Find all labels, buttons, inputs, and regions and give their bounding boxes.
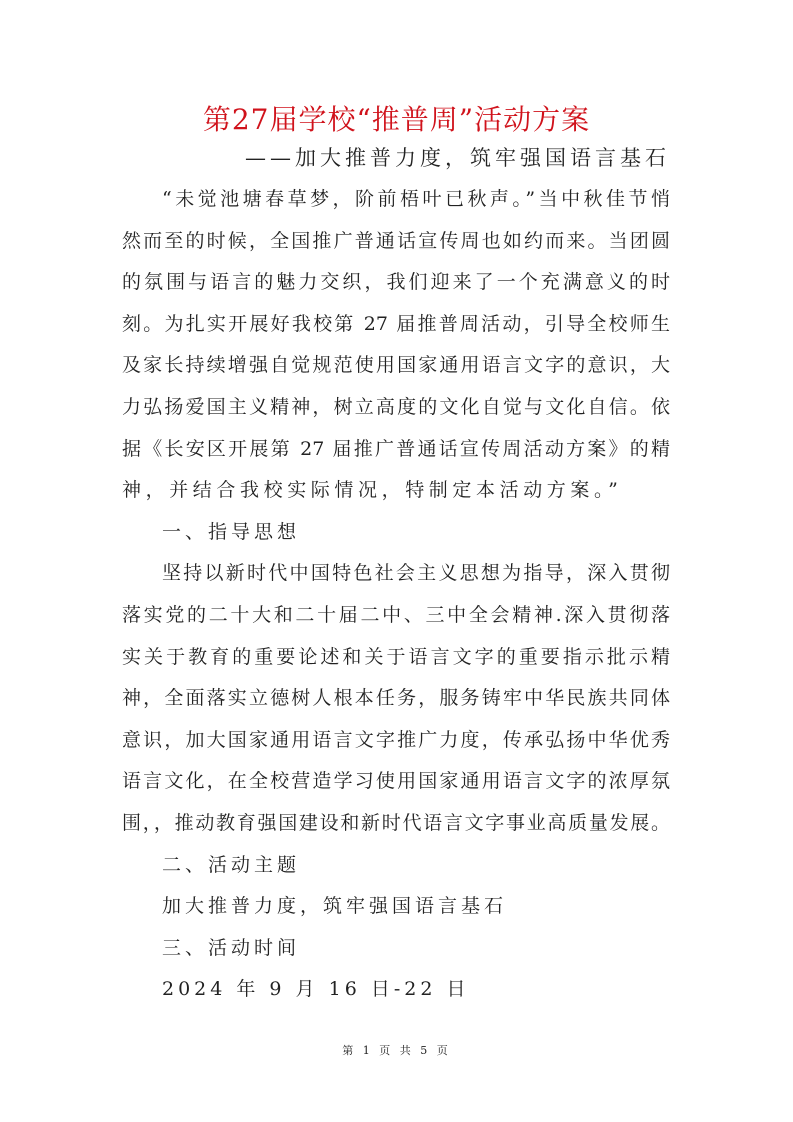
paragraph-line: 神，并结合我校实际情况，特制定本活动方案。” xyxy=(122,479,623,502)
paragraph-line: 围，，推动教育强国建设和新时代语言文字事业高质量发展。 xyxy=(122,812,670,834)
section-line: 加大推普力度，筑牢强国语言基石 xyxy=(162,895,508,918)
paragraph-line: 刻。为扎实开展好我校第 27 届推普周活动，引导全校师生 xyxy=(122,312,670,335)
paragraph-line: 坚持以新时代中国特色社会主义思想为指导，深入贯彻 xyxy=(162,562,670,585)
page-footer: 第 1 页 共 5 页 xyxy=(342,1044,451,1057)
paragraph-line: 语言文化，在全校营造学习使用国家通用语言文字的浓厚氛 xyxy=(122,770,670,793)
document-subtitle: ——加大推普力度，筑牢强国语言基石 xyxy=(245,146,670,170)
section-line: 2024 年 9 月 16 日-22 日 xyxy=(162,978,470,1001)
paragraph-line: 落实党的二十大和二十届二中、三中全会精神.深入贯彻落 xyxy=(122,604,670,626)
paragraph-line: 据《长安区开展第 27 届推广普通话宣传周活动方案》的精 xyxy=(122,437,670,460)
section-line: 二、活动主题 xyxy=(162,853,301,876)
paragraph-line: “未觉池塘春草梦，阶前梧叶已秋声。”当中秋佳节悄 xyxy=(162,188,670,210)
section-line: 一、指导思想 xyxy=(162,520,301,543)
paragraph-line: 及家长持续增强自觉规范使用国家通用语言文字的意识，大 xyxy=(122,354,670,377)
section-line: 三、活动时间 xyxy=(162,936,301,959)
paragraph-line: 的氛围与语言的魅力交织，我们迎来了一个充满意义的时 xyxy=(122,271,670,294)
paragraph-line: 实关于教育的重要论述和关于语言文字的重要指示批示精 xyxy=(122,645,670,668)
paragraph-line: 意识，加大国家通用语言文字推广力度，传承弘扬中华优秀 xyxy=(122,728,670,751)
paragraph-line: 力弘扬爱国主义精神，树立高度的文化自觉与文化自信。依 xyxy=(122,396,670,418)
paragraph-line: 然而至的时候，全国推广普通话宣传周也如约而来。当团圆 xyxy=(122,229,670,252)
paragraph-line: 神，全面落实立德树人根本任务，服务铸牢中华民族共同体 xyxy=(122,687,670,710)
document-title: 第27届学校“推普周”活动方案 xyxy=(202,103,591,136)
